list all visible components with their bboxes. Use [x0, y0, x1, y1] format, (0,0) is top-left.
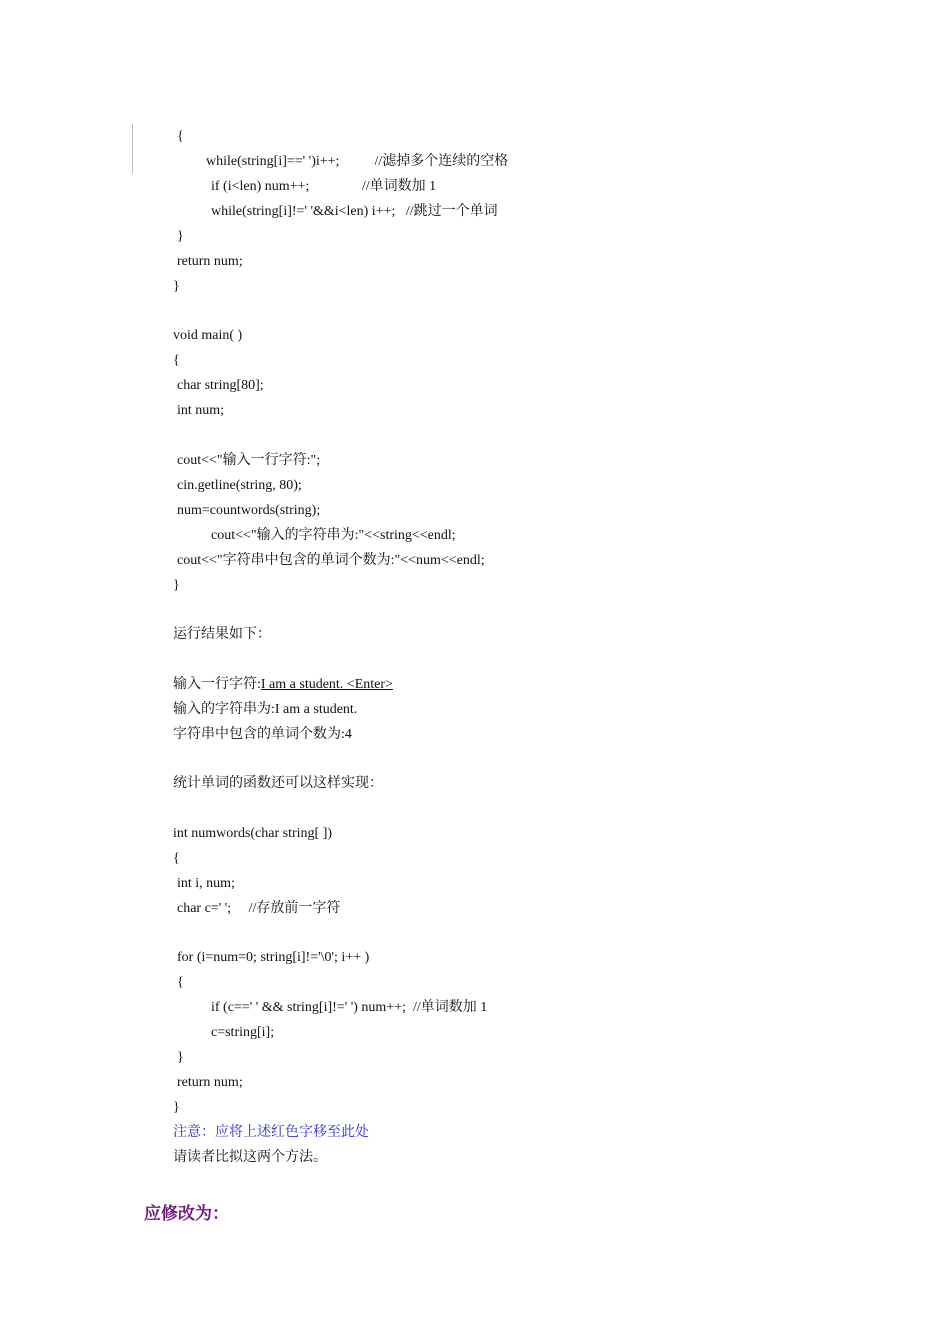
- code-line: }: [177, 1050, 184, 1065]
- code-line: int i, num;: [177, 876, 235, 891]
- code-line: }: [177, 229, 184, 244]
- code-line: char string[80];: [177, 378, 264, 393]
- section-heading: 应修改为：: [144, 1204, 229, 1224]
- code-line: if (c==' ' && string[i]!=' ') num++; //单词数加 1: [211, 1000, 488, 1015]
- code-line: int num;: [177, 403, 225, 418]
- code-line: c=string[i];: [211, 1025, 275, 1040]
- code-line: }: [173, 578, 180, 593]
- output-line-count: 字符串中包含的单词个数为:4: [173, 727, 352, 742]
- code-line: int numwords(char string[ ]): [173, 826, 333, 841]
- code-line: if (i<len) num++; //单词数加 1: [211, 179, 437, 194]
- code-line: }: [173, 279, 180, 294]
- code-line: cout<<"输入的字符串为:"<<string<<endl;: [211, 528, 456, 543]
- code-line: }: [173, 1100, 180, 1115]
- code-line: {: [177, 129, 184, 144]
- code-line: cout<<"输入一行字符:";: [177, 453, 321, 468]
- code-line: cout<<"字符串中包含的单词个数为:"<<num<<endl;: [177, 553, 485, 568]
- code-line: return num;: [177, 254, 243, 269]
- code-line: {: [173, 353, 180, 368]
- code-line: {: [177, 975, 184, 990]
- code-line: {: [173, 851, 180, 866]
- code-line: for (i=num=0; string[i]!='\0'; i++ ): [177, 950, 370, 965]
- user-input-text: I am a student. <Enter>: [260, 677, 393, 692]
- result-intro: 运行结果如下：: [173, 627, 271, 642]
- margin-rule: [132, 124, 133, 174]
- code-line: void main( ): [173, 328, 243, 343]
- code-line: return num;: [177, 1075, 243, 1090]
- output-line-echo: 输入的字符串为:I am a student.: [173, 702, 358, 717]
- output-line-prompt: [173, 676, 393, 694]
- prompt-text: 输入一行字符:: [173, 677, 261, 692]
- code-line: while(string[i]==' ')i++; //滤掉多个连续的空格: [206, 154, 509, 169]
- note-text: 注意：应将上述红色字移至此处: [173, 1125, 369, 1140]
- code-line: char c=' '; //存放前一字符: [177, 901, 341, 916]
- code-line: cin.getline(string, 80);: [177, 478, 302, 493]
- code-line: num=countwords(string);: [177, 503, 321, 518]
- code-line: while(string[i]!=' '&&i<len) i++; //跳过一个单词: [211, 204, 498, 219]
- compare-text: 请读者比拟这两个方法。: [173, 1150, 327, 1165]
- alt-intro: 统计单词的函数还可以这样实现：: [173, 776, 383, 791]
